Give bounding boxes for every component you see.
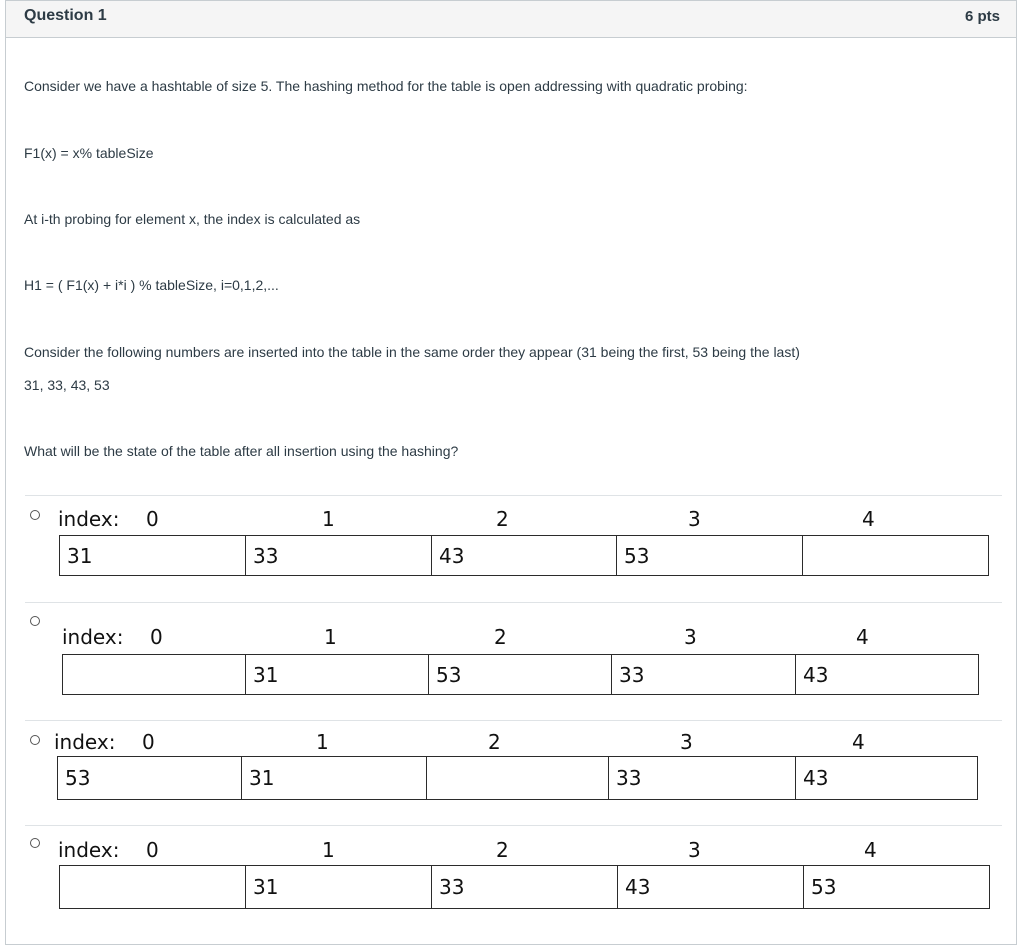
table-cell: 43 [432,536,617,576]
option-divider [25,825,1002,826]
option-a-radio[interactable] [30,510,40,520]
table-cell [427,757,609,800]
question-text-intro: Consider we have a hashtable of size 5. The hashing method for the table is open addressing with quadratic probing: [24,78,748,94]
table-cell: 31 [242,757,427,800]
table-cell [60,866,246,909]
option-b-radio[interactable] [30,616,40,626]
question-card [5,0,1017,945]
option-c-index-2: 2 [488,730,501,754]
question-text-prompt: What will be the state of the table after all insertion using the hashing? [24,443,459,459]
option-d-index-0: 0 [146,838,159,862]
option-a-index-0: 0 [146,507,159,531]
option-c-index-4: 4 [852,730,865,754]
option-d-index-1: 1 [322,838,335,862]
option-a-index-2: 2 [496,507,509,531]
table-cell: 33 [609,757,796,800]
option-a-index-4: 4 [862,507,875,531]
option-c-index-1: 1 [316,730,329,754]
table-cell: 31 [246,655,429,695]
question-title: Question 1 [24,7,107,24]
table-cell: 53 [429,655,612,695]
option-d-radio[interactable] [30,838,40,848]
option-c-index-label: index: [54,730,116,754]
question-points: 6 pts [964,8,1000,25]
question-text-numbers: 31, 33, 43, 53 [24,377,110,393]
table-row [60,866,990,909]
question-text-formula: H1 = ( F1(x) + i*i ) % tableSize, i=0,1,2,... [24,277,279,293]
table-cell: 53 [804,866,990,909]
table-row [63,655,979,695]
table-cell: 33 [432,866,618,909]
option-a-index-3: 3 [688,507,701,531]
option-b-index-4: 4 [856,625,869,649]
option-a-index-1: 1 [322,507,335,531]
table-cell [803,536,989,576]
table-cell: 33 [246,536,432,576]
option-d-index-3: 3 [688,838,701,862]
option-d-table [59,865,990,909]
option-d-index-4: 4 [864,838,877,862]
table-cell: 53 [58,757,242,800]
question-header [6,1,1016,38]
table-row [58,757,978,800]
table-cell [63,655,246,695]
question-text-insert-order: Consider the following numbers are inserted into the table in the same order they appear (31 being the first, 53 being the last) [24,344,800,360]
option-d-index-2: 2 [496,838,509,862]
table-cell: 31 [246,866,432,909]
option-divider [25,720,1002,721]
option-c-index-0: 0 [142,730,155,754]
table-cell: 33 [612,655,796,695]
table-row [60,536,989,576]
option-b-index-3: 3 [684,625,697,649]
table-cell: 53 [617,536,803,576]
question-text-probing: At i-th probing for element x, the index is calculated as [24,211,361,227]
table-cell: 43 [618,866,804,909]
option-c-index-3: 3 [680,730,693,754]
table-cell: 43 [796,655,979,695]
table-cell: 31 [60,536,246,576]
option-divider [25,602,1002,603]
option-d-index-label: index: [58,838,120,862]
question-text-hash-function: F1(x) = x% tableSize [24,145,154,161]
option-c-table [57,756,978,800]
option-a-index-label: index: [58,507,120,531]
option-b-index-0: 0 [150,625,163,649]
option-a-table [59,535,989,576]
option-divider [25,495,1002,496]
option-b-index-1: 1 [324,625,337,649]
option-b-index-label: index: [62,625,124,649]
option-b-index-2: 2 [494,625,507,649]
table-cell: 43 [796,757,978,800]
option-b-table [62,654,979,695]
option-c-radio[interactable] [30,735,40,745]
